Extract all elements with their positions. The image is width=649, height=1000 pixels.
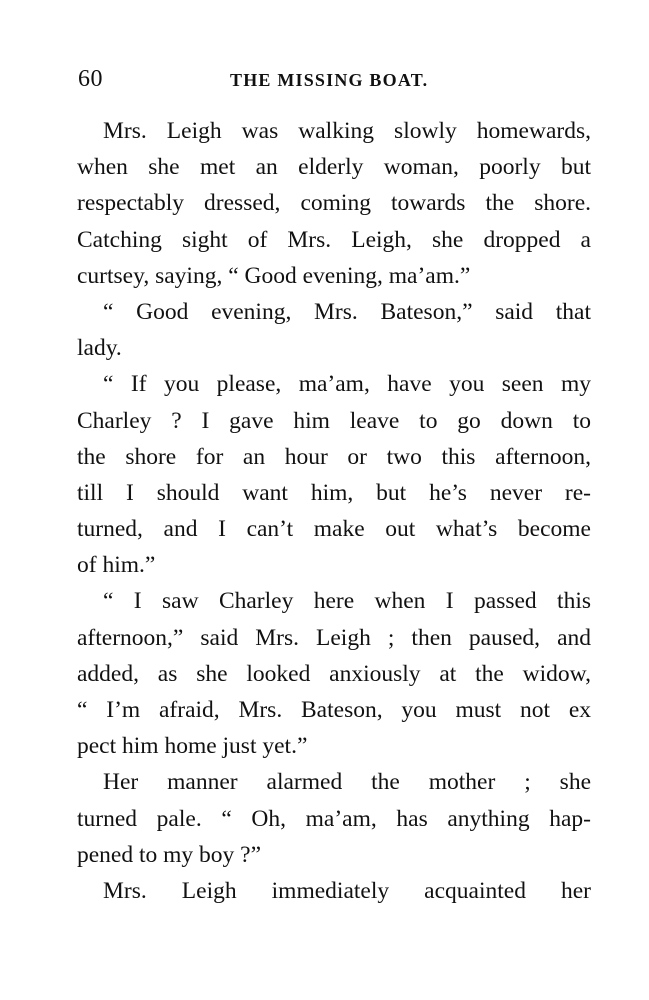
text-line: Charley ? I gave him leave to go down to	[77, 407, 591, 434]
body-text	[77, 113, 591, 909]
text-line: pened to my boy ?”	[77, 841, 262, 868]
paragraph	[77, 583, 591, 764]
text-line: “ If you please, ma’am, have you seen my	[103, 371, 591, 398]
text-line: lady.	[77, 335, 122, 362]
text-line: when she met an elderly woman, poorly but	[77, 154, 591, 181]
page-number: 60	[78, 66, 103, 92]
paragraph	[77, 764, 591, 873]
text-line: pect him home just yet.”	[77, 733, 308, 760]
text-line: Mrs. Leigh was walking slowly homewards,	[103, 118, 591, 144]
paragraph	[77, 366, 591, 583]
text-line: afternoon,” said Mrs. Leigh ; then paused, and	[77, 624, 591, 651]
text-line: Mrs. Leigh immediately acquainted her	[103, 877, 591, 904]
text-line: “ Good evening, Mrs. Bateson,” said that	[103, 298, 591, 325]
text-line: turned, and I can’t make out what’s become	[77, 516, 591, 543]
text-line: turned pale. “ Oh, ma’am, has anything hap-	[77, 805, 591, 832]
text-line: respectably dressed, coming towards the shore.	[77, 190, 591, 217]
page-header	[78, 64, 588, 94]
text-line: curtsey, saying, “ Good evening, ma’am.”	[77, 262, 471, 289]
paragraph	[77, 113, 591, 294]
text-line: of him.”	[77, 552, 156, 579]
text-line: Catching sight of Mrs. Leigh, she dropped a	[77, 226, 591, 253]
paragraph	[77, 294, 591, 366]
text-line: “ I’m afraid, Mrs. Bateson, you must not ex	[77, 697, 591, 723]
text-line: added, as she looked anxiously at the widow,	[77, 660, 591, 687]
running-title: THE MISSING BOAT.	[230, 70, 429, 90]
text-line: the shore for an hour or two this afternoon,	[77, 443, 591, 470]
text-line: Her manner alarmed the mother ; she	[103, 769, 591, 796]
text-line: “ I saw Charley here when I passed this	[103, 588, 591, 615]
text-line: till I should want him, but he’s never re-	[77, 479, 591, 506]
paragraph	[77, 873, 591, 909]
